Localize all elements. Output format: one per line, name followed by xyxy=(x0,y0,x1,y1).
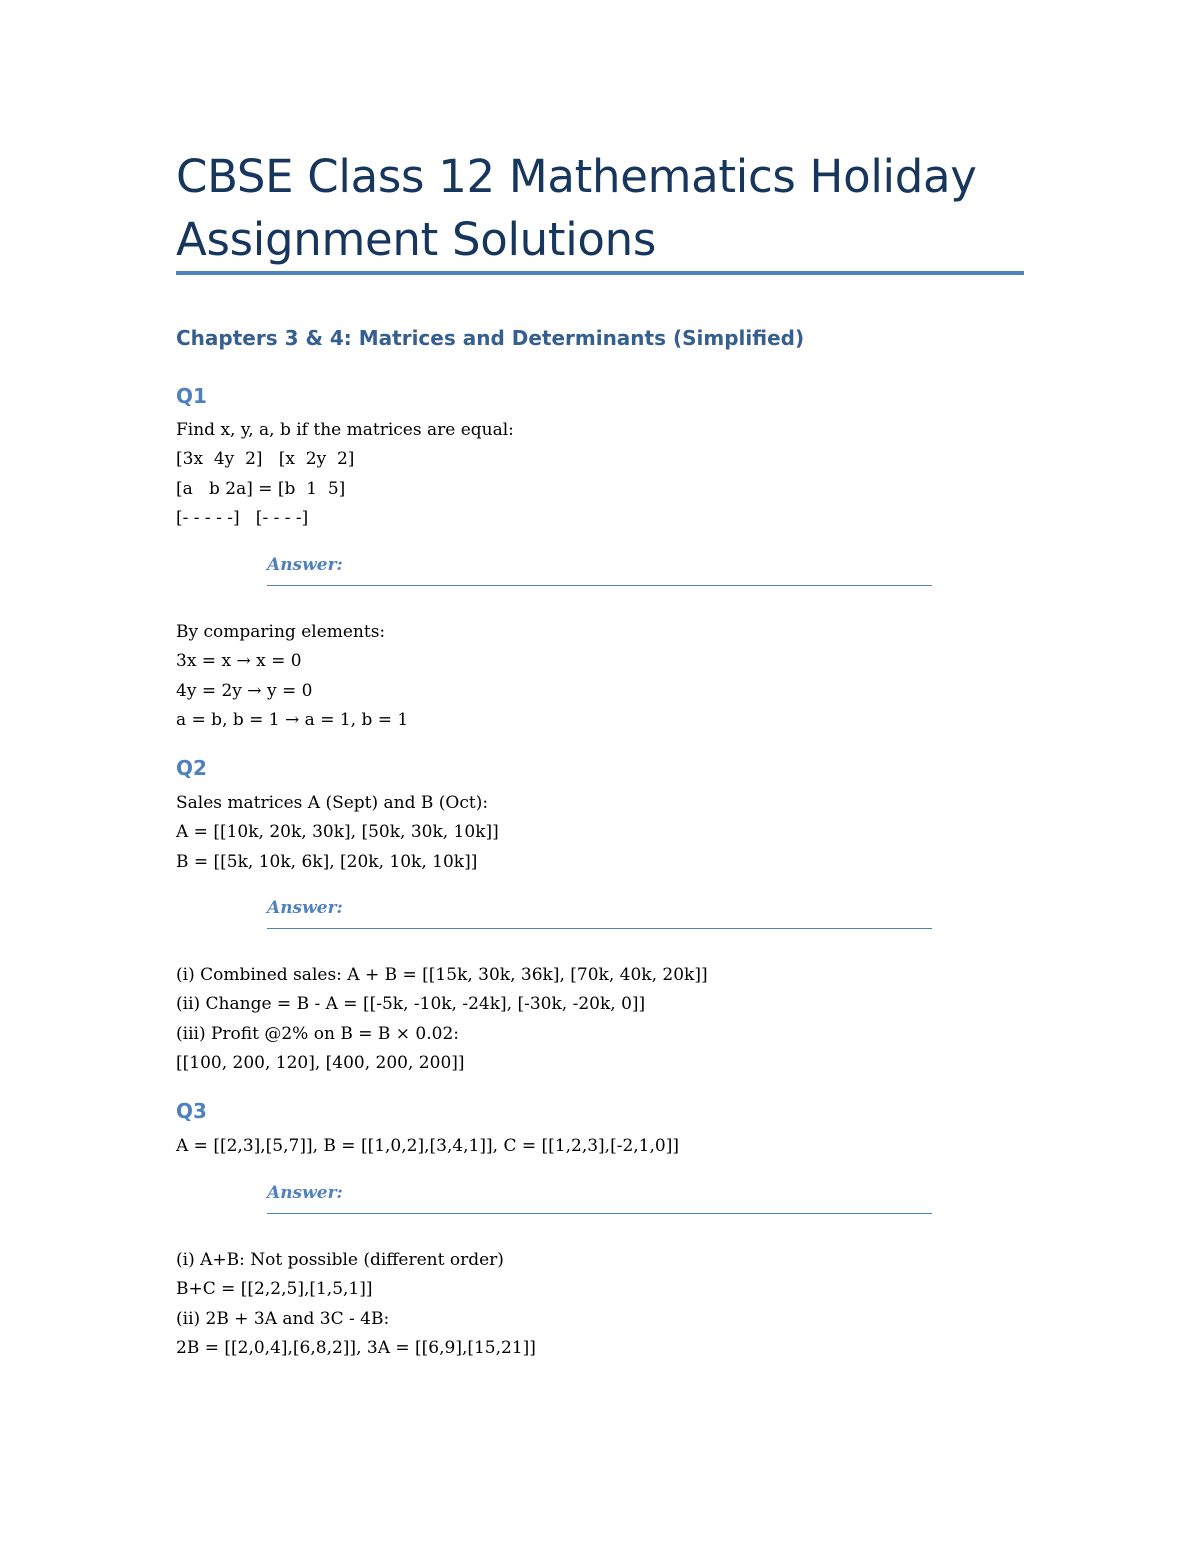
answer-body-q3 xyxy=(176,1246,536,1363)
answer-heading-q3 xyxy=(267,1183,932,1214)
question-heading-q2: Q2 xyxy=(176,756,207,780)
answer-line: 2B = [[2,0,4],[6,8,2]], 3A = [[6,9],[15,21]] xyxy=(176,1337,536,1358)
answer-heading-q2 xyxy=(267,898,932,929)
question-line: Sales matrices A (Sept) and B (Oct): xyxy=(176,793,489,813)
answer-line: (i) Combined sales: A + B = [[15k, 30k, 36k], [70k, 40k, 20k]] xyxy=(176,965,708,985)
answer-line: 4y = 2y → y = 0 xyxy=(176,680,313,701)
answer-line: (ii) 2B + 3A and 3C - 4B: xyxy=(176,1308,390,1329)
question-body-q1 xyxy=(176,416,514,533)
answer-line: (i) A+B: Not possible (different order) xyxy=(176,1250,504,1270)
answer-line: [[100, 200, 120], [400, 200, 200]] xyxy=(176,1052,465,1073)
answer-line: B+C = [[2,2,5],[1,5,1]] xyxy=(176,1279,373,1300)
question-line: Find x, y, a, b if the matrices are equal: xyxy=(176,420,514,440)
question-heading-q3: Q3 xyxy=(176,1099,207,1123)
question-body-q3 xyxy=(176,1132,679,1161)
title-underline xyxy=(176,271,1024,275)
question-heading-q1: Q1 xyxy=(176,384,207,408)
answer-body-q2 xyxy=(176,961,708,1078)
answer-label: Answer: xyxy=(267,898,343,918)
answer-line: (iii) Profit @2% on B = B × 0.02: xyxy=(176,1023,459,1044)
question-line: [- - - - -] [- - - -] xyxy=(176,507,309,528)
question-line: B = [[5k, 10k, 6k], [20k, 10k, 10k]] xyxy=(176,851,478,872)
question-line: [a b 2a] = [b 1 5] xyxy=(176,478,346,499)
question-line: [3x 4y 2] [x 2y 2] xyxy=(176,449,355,470)
answer-label: Answer: xyxy=(267,1183,343,1203)
question-line: A = [[10k, 20k, 30k], [50k, 30k, 10k]] xyxy=(176,822,499,843)
answer-body-q1 xyxy=(176,618,408,735)
answer-line: a = b, b = 1 → a = 1, b = 1 xyxy=(176,709,409,730)
answer-heading-q1 xyxy=(267,555,932,586)
chapter-heading: Chapters 3 & 4: Matrices and Determinants (Simplified) xyxy=(176,326,805,350)
question-line: A = [[2,3],[5,7]], B = [[1,0,2],[3,4,1]], C = [[1,2,3],[-2,1,0]] xyxy=(176,1136,679,1156)
question-body-q2 xyxy=(176,789,499,877)
answer-line: 3x = x → x = 0 xyxy=(176,651,302,672)
answer-label: Answer: xyxy=(267,555,343,575)
answer-line: (ii) Change = B - A = [[-5k, -10k, -24k], [-30k, -20k, 0]] xyxy=(176,994,646,1015)
document-title: CBSE Class 12 Mathematics Holiday Assignment Solutions xyxy=(176,150,977,266)
answer-line: By comparing elements: xyxy=(176,622,386,642)
